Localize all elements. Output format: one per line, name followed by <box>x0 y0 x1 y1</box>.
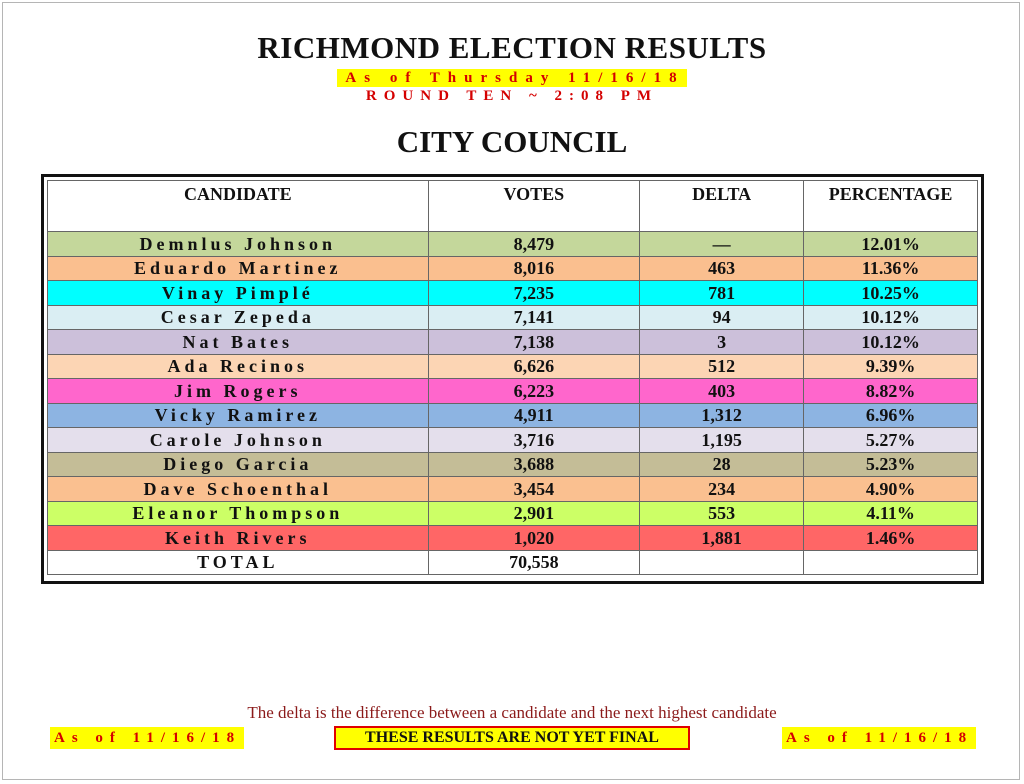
delta-cell: 463 <box>640 256 804 281</box>
section-title: CITY COUNCIL <box>396 124 628 159</box>
table-row <box>48 501 978 526</box>
percentage-cell: 5.27% <box>804 428 978 453</box>
table-row <box>48 330 978 355</box>
percentage-cell: 10.12% <box>804 330 978 355</box>
candidate-name: Demnlus Johnson <box>48 232 429 257</box>
percentage-cell: 11.36% <box>804 256 978 281</box>
percentage-cell: 10.25% <box>804 281 978 306</box>
candidate-name: Dave Schoenthal <box>48 477 429 502</box>
percentage-cell: 10.12% <box>804 305 978 330</box>
candidate-name: Eduardo Martinez <box>48 256 429 281</box>
votes-cell: 4,911 <box>428 403 639 428</box>
delta-cell: 1,312 <box>640 403 804 428</box>
round-label: ROUND TEN ~ 2:08 PM <box>365 88 659 104</box>
candidate-name: Ada Recinos <box>48 354 429 379</box>
table-row <box>48 256 978 281</box>
delta-cell: 3 <box>640 330 804 355</box>
votes-cell: 3,716 <box>428 428 639 453</box>
header-percentage: PERCENTAGE <box>804 181 978 232</box>
delta-cell: 512 <box>640 354 804 379</box>
results-table-frame <box>41 174 984 584</box>
header-votes: VOTES <box>428 181 639 232</box>
candidate-name: Carole Johnson <box>48 428 429 453</box>
votes-cell: 6,223 <box>428 379 639 404</box>
votes-cell: 1,020 <box>428 526 639 551</box>
table-row <box>48 281 978 306</box>
candidate-name: Eleanor Thompson <box>48 501 429 526</box>
percentage-cell: 8.82% <box>804 379 978 404</box>
percentage-cell: 12.01% <box>804 232 978 257</box>
table-header-row <box>48 181 978 232</box>
percentage-cell: 6.96% <box>804 403 978 428</box>
table-row <box>48 428 978 453</box>
header-delta: DELTA <box>640 181 804 232</box>
votes-cell: 8,016 <box>428 256 639 281</box>
total-row <box>48 550 978 575</box>
table-row <box>48 403 978 428</box>
footer-as-of-right: As of 11/16/18 <box>782 727 976 749</box>
total-delta <box>640 550 804 575</box>
votes-cell: 7,141 <box>428 305 639 330</box>
delta-cell: 234 <box>640 477 804 502</box>
delta-cell: 94 <box>640 305 804 330</box>
votes-cell: 7,138 <box>428 330 639 355</box>
delta-footnote: The delta is the difference between a candidate and the next highest candidate <box>247 703 777 722</box>
total-label: TOTAL <box>48 550 429 575</box>
votes-cell: 7,235 <box>428 281 639 306</box>
votes-cell: 6,626 <box>428 354 639 379</box>
candidate-name: Cesar Zepeda <box>48 305 429 330</box>
page-title: RICHMOND ELECTION RESULTS <box>257 30 767 65</box>
percentage-cell: 5.23% <box>804 452 978 477</box>
candidate-name: Keith Rivers <box>48 526 429 551</box>
total-votes: 70,558 <box>428 550 639 575</box>
table-row <box>48 379 978 404</box>
header-candidate: CANDIDATE <box>48 181 429 232</box>
table-row <box>48 452 978 477</box>
delta-cell: 403 <box>640 379 804 404</box>
not-final-warning: THESE RESULTS ARE NOT YET FINAL <box>334 726 690 750</box>
delta-cell: 1,881 <box>640 526 804 551</box>
percentage-cell: 1.46% <box>804 526 978 551</box>
votes-cell: 3,688 <box>428 452 639 477</box>
votes-cell: 8,479 <box>428 232 639 257</box>
table-row <box>48 526 978 551</box>
as-of-line <box>0 69 1024 87</box>
votes-cell: 3,454 <box>428 477 639 502</box>
round-line <box>0 87 1024 105</box>
candidate-name: Vicky Ramirez <box>48 403 429 428</box>
results-table <box>47 180 978 575</box>
candidate-name: Vinay Pimplé <box>48 281 429 306</box>
table-row <box>48 354 978 379</box>
delta-cell: 1,195 <box>640 428 804 453</box>
candidate-name: Nat Bates <box>48 330 429 355</box>
delta-cell: 781 <box>640 281 804 306</box>
table-row <box>48 305 978 330</box>
percentage-cell: 4.11% <box>804 501 978 526</box>
footer-as-of-left: As of 11/16/18 <box>50 727 244 749</box>
percentage-cell: 4.90% <box>804 477 978 502</box>
delta-cell: 553 <box>640 501 804 526</box>
votes-cell: 2,901 <box>428 501 639 526</box>
table-row <box>48 232 978 257</box>
percentage-cell: 9.39% <box>804 354 978 379</box>
table-row <box>48 477 978 502</box>
candidate-name: Jim Rogers <box>48 379 429 404</box>
delta-cell: 28 <box>640 452 804 477</box>
as-of-date: As of Thursday 11/16/18 <box>337 69 686 87</box>
delta-cell: — <box>640 232 804 257</box>
total-pct <box>804 550 978 575</box>
candidate-name: Diego Garcia <box>48 452 429 477</box>
